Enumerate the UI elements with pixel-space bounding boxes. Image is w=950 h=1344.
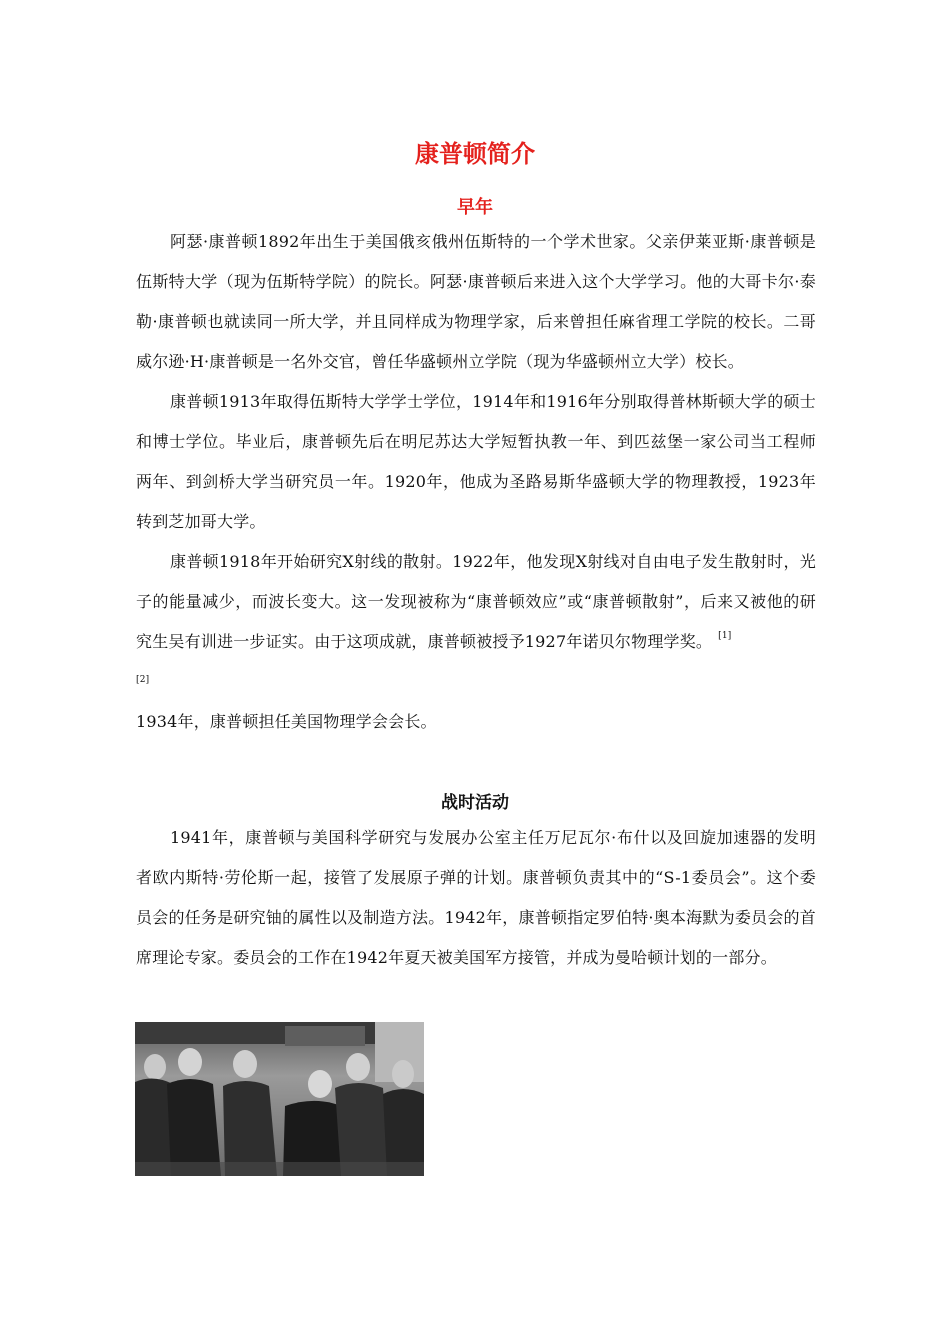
reference-2[interactable]: [2]	[136, 675, 150, 685]
paragraph-president: 1934年，康普顿担任美国物理学会会长。	[136, 712, 437, 731]
group-photo-image	[135, 1022, 424, 1176]
body-wartime	[136, 818, 816, 978]
paragraph-compton-effect	[136, 542, 816, 662]
group-photo	[135, 1022, 424, 1176]
paragraph-wartime: 1941年，康普顿与美国科学研究与发展办公室主任万尼瓦尔·布什以及回旋加速器的发明者欧内斯特·劳伦斯一起，接管了发展原子弹的计划。康普顿负责其中的“S-1委员会”。这个委员会的任务是研究铀的属性以及制造方法。1942年，康普顿指定罗伯特·奥本海默为委员会的首席理论专家。委员会的工作在1942年夏天被美国军方接管，并成为曼哈顿计划的一部分。	[136, 828, 816, 967]
reference-line	[136, 662, 816, 702]
body-early-years	[136, 222, 816, 742]
section-heading-wartime: 战时活动	[441, 793, 509, 813]
page-title: 康普顿简介	[415, 140, 535, 168]
reference-1[interactable]: [1]	[718, 631, 732, 641]
paragraph-education: 康普顿1913年取得伍斯特大学学士学位，1914年和1916年分别取得普林斯顿大学的硕士和博士学位。毕业后，康普顿先后在明尼苏达大学短暂执教一年、到匹兹堡一家公司当工程师两年、到剑桥大学当研究员一年。1920年，他成为圣路易斯华盛顿大学的物理教授，1923年转到芝加哥大学。	[136, 392, 816, 531]
section-heading-early-years: 早年	[457, 197, 493, 218]
paragraph-compton-effect-text: 康普顿1918年开始研究X射线的散射。1922年，他发现X射线对自由电子发生散射时，光子的能量减少，而波长变大。这一发现被称为“康普顿效应”或“康普顿散射”，后来又被他的研究生吴有训进一步证实。由于这项成就，康普顿被授予1927年诺贝尔物理学奖。	[136, 552, 816, 651]
paragraph-family: 阿瑟·康普顿1892年出生于美国俄亥俄州伍斯特的一个学术世家。父亲伊莱亚斯·康普顿是伍斯特大学（现为伍斯特学院）的院长。阿瑟·康普顿后来进入这个大学学习。他的大哥卡尔·泰勒·康普顿也就读同一所大学，并且同样成为物理学家，后来曾担任麻省理工学院的校长。二哥威尔逊·H·康普顿是一名外交官，曾任华盛顿州立学院（现为华盛顿州立大学）校长。	[136, 232, 816, 371]
